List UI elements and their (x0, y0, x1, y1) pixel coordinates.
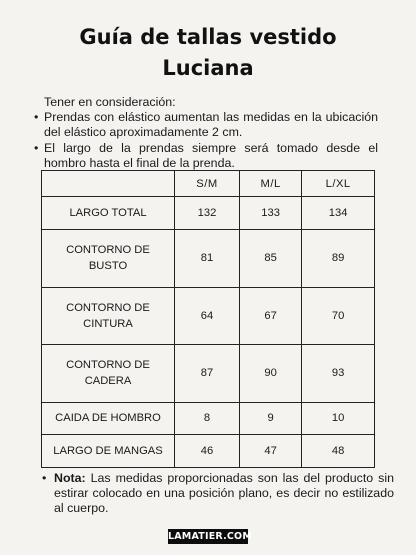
note-label: Nota: (54, 471, 86, 485)
size-table-header-ml: M/L (239, 171, 301, 197)
row-label: CONTORNO DE CADERA (42, 345, 175, 403)
cell-value: 132 (175, 197, 240, 230)
cell-value: 90 (239, 345, 301, 403)
size-table (41, 170, 375, 468)
row-label: CONTORNO DE CINTURA (42, 287, 175, 345)
table-row (42, 287, 375, 345)
page-title-line-2: Luciana (162, 56, 254, 80)
table-row (42, 197, 375, 230)
size-table-header-lxl: L/XL (302, 171, 375, 197)
table-row (42, 345, 375, 403)
row-label: LARGO DE MANGAS (42, 435, 175, 468)
cell-value: 87 (175, 345, 240, 403)
cell-value: 9 (239, 402, 301, 435)
page-title-line-1: Guía de tallas vestido (79, 25, 337, 49)
table-row (42, 435, 375, 468)
cell-value: 67 (239, 287, 301, 345)
cell-value: 70 (302, 287, 375, 345)
table-row (42, 230, 375, 288)
cell-value: 81 (175, 230, 240, 288)
page-title (0, 22, 416, 84)
cell-value: 8 (175, 402, 240, 435)
size-table-header-sm: S/M (175, 171, 240, 197)
size-table-header-empty (42, 171, 175, 197)
cell-value: 10 (302, 402, 375, 435)
brand-logo: LAMATIER.COM (168, 531, 252, 542)
considerations-block (34, 95, 378, 171)
cell-value: 133 (239, 197, 301, 230)
cell-value: 93 (302, 345, 375, 403)
considerations-bullet-length: • El largo de la prendas siempre será tomado desde el hombro hasta el final de la prenda. (34, 141, 378, 171)
cell-value: 46 (175, 435, 240, 468)
cell-value: 47 (239, 435, 301, 468)
row-label: LARGO TOTAL (42, 197, 175, 230)
cell-value: 89 (302, 230, 375, 288)
cell-value: 64 (175, 287, 240, 345)
note-text: Las medidas proporcionadas son las del producto sin estirar colocado en una posición plano, es decir no estilizado al cuerpo. (54, 471, 394, 516)
considerations-bullet-elastic: • Prendas con elástico aumentan las medidas en la ubicación del elástico aproximadamente 2 cm. (34, 110, 378, 140)
measurement-note (42, 471, 394, 517)
size-table-header-row (42, 171, 375, 197)
cell-value: 85 (239, 230, 301, 288)
table-row (42, 402, 375, 435)
row-label: CONTORNO DE BUSTO (42, 230, 175, 288)
row-label: CAIDA DE HOMBRO (42, 402, 175, 435)
considerations-intro: Tener en consideración: (44, 95, 176, 109)
cell-value: 134 (302, 197, 375, 230)
cell-value: 48 (302, 435, 375, 468)
